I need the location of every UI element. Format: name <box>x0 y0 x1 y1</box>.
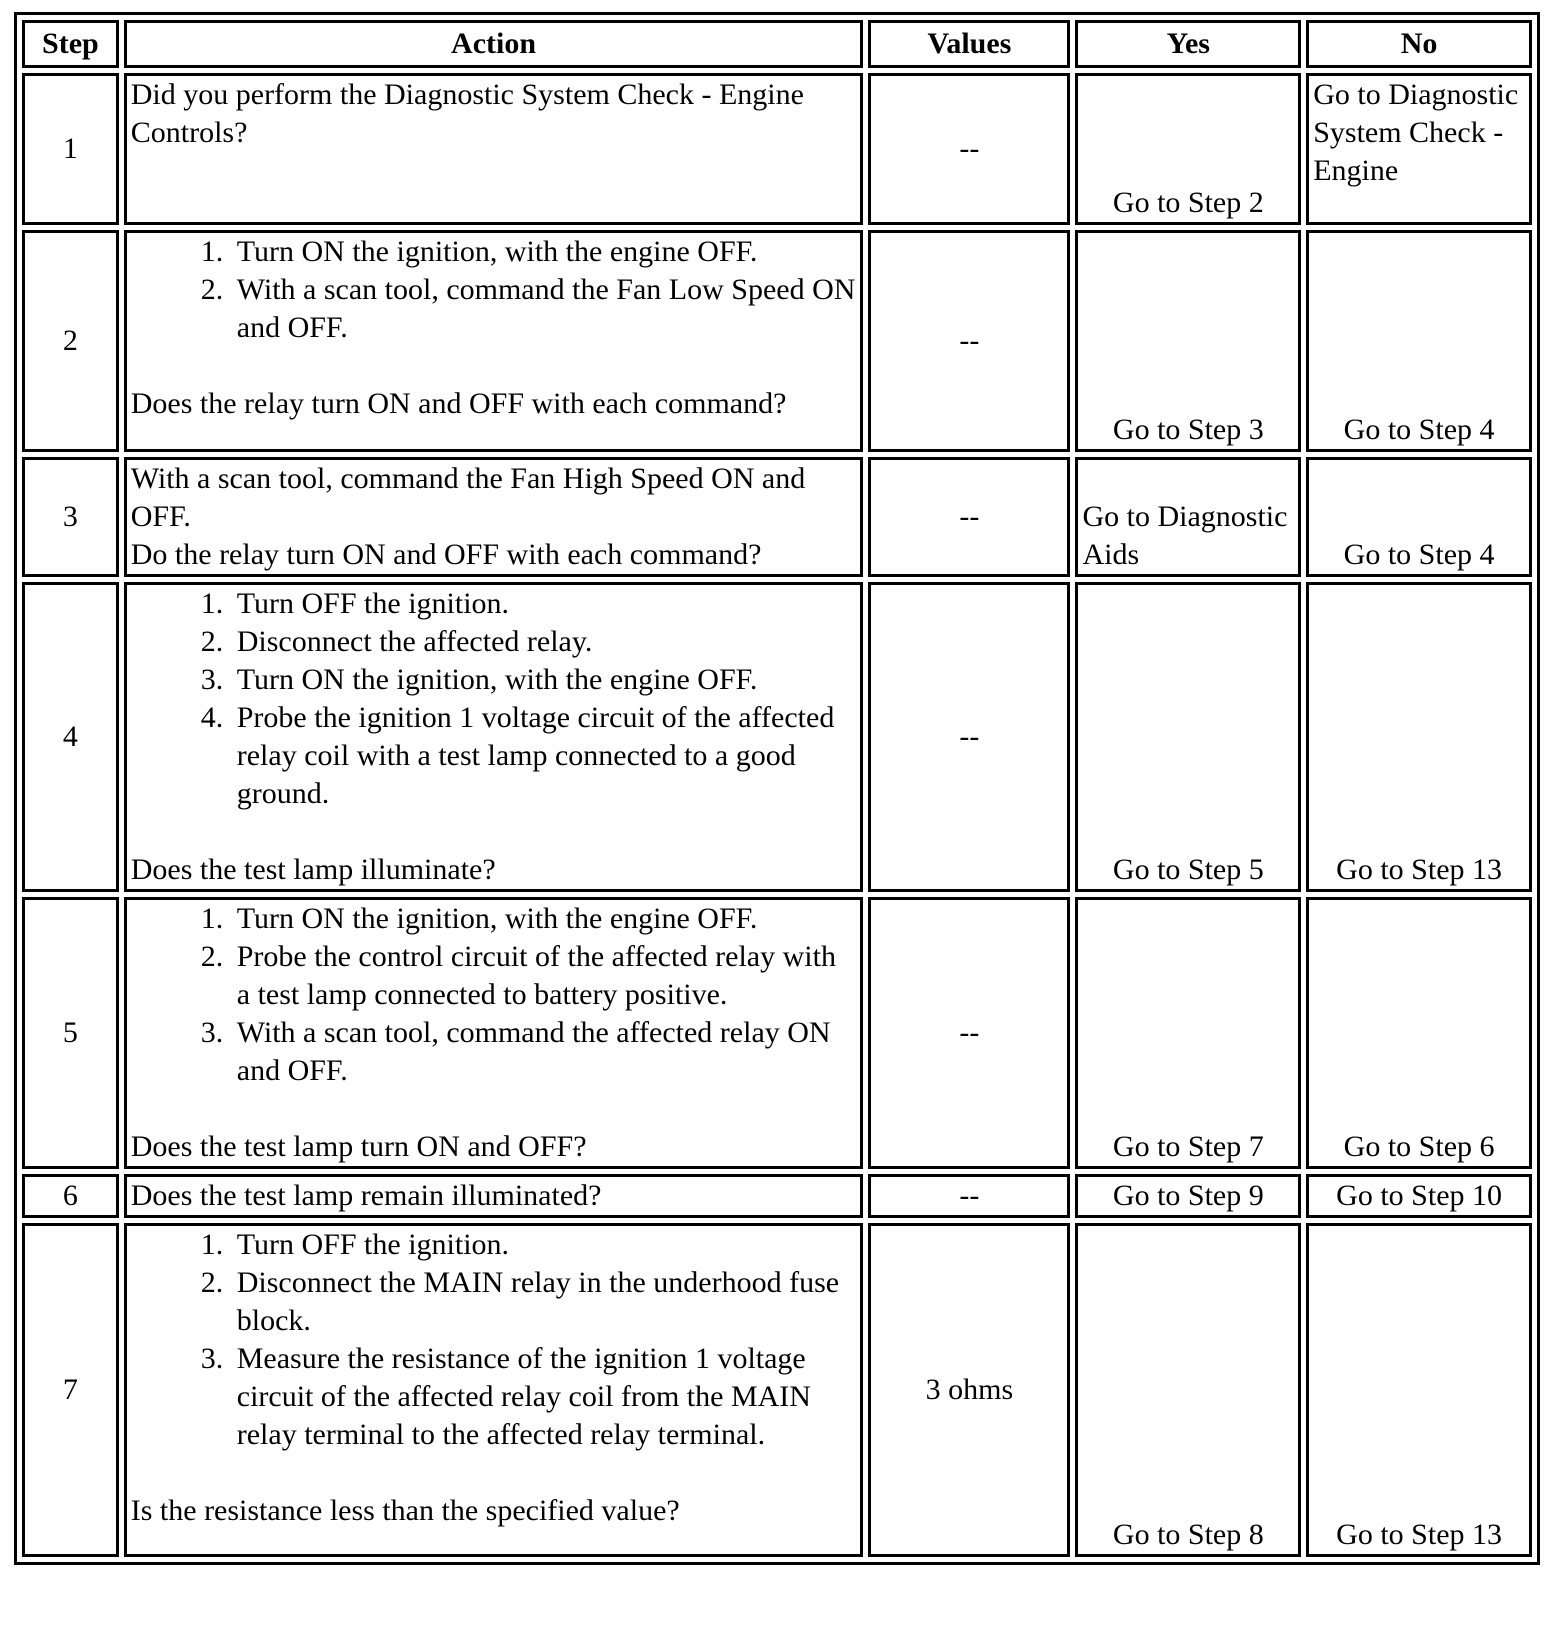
no-cell: Go to Step 4 <box>1306 230 1532 452</box>
step-number: 3 <box>22 457 119 577</box>
action-question: Does the relay turn ON and OFF with each command? <box>130 387 787 420</box>
action-steps-list <box>131 585 857 813</box>
spacer <box>131 1090 857 1128</box>
yes-cell: Go to Step 8 <box>1075 1223 1301 1557</box>
step-number: 7 <box>22 1223 119 1557</box>
action-cell <box>124 582 864 892</box>
table-row-step-5 <box>22 897 1532 1169</box>
values-cell: -- <box>868 897 1070 1169</box>
diagnostic-table-wrapper <box>14 12 1540 1565</box>
no-cell: Go to Step 13 <box>1306 582 1532 892</box>
values-cell: -- <box>868 1174 1070 1218</box>
no-cell: Go to Step 6 <box>1306 897 1532 1169</box>
yes-cell: Go to Step 2 <box>1075 73 1301 225</box>
action-step-item: 3. Measure the resistance of the ignition 1 voltage circuit of the affected relay coil from the MAIN relay terminal to the affected relay terminal. <box>231 1340 857 1454</box>
header-step: Step <box>22 20 119 68</box>
action-cell <box>124 73 864 225</box>
table-row-step-1 <box>22 73 1532 225</box>
values-cell: -- <box>868 582 1070 892</box>
action-step-item: 4. Probe the ignition 1 voltage circuit of the affected relay coil with a test lamp connected to a good ground. <box>231 699 857 813</box>
values-cell: 3 ohms <box>868 1223 1070 1557</box>
values-cell: -- <box>868 73 1070 225</box>
yes-cell: Go to Step 7 <box>1075 897 1301 1169</box>
action-question: Does the test lamp turn ON and OFF? <box>130 1130 587 1163</box>
action-step-item: 3. With a scan tool, command the affected relay ON and OFF. <box>231 1014 857 1090</box>
action-question: Do the relay turn ON and OFF with each command? <box>130 538 762 571</box>
values-cell: -- <box>868 457 1070 577</box>
action-step-item: 2. With a scan tool, command the Fan Low Speed ON and OFF. <box>231 271 857 347</box>
action-step-item: 1. Turn ON the ignition, with the engine OFF. <box>231 233 857 271</box>
action-steps-list <box>131 233 857 347</box>
action-cell <box>124 457 864 577</box>
table-row-step-7 <box>22 1223 1532 1557</box>
values-cell: -- <box>868 230 1070 452</box>
spacer <box>131 813 857 851</box>
no-cell: Go to Step 4 <box>1306 457 1532 577</box>
action-step-item: 1. Turn ON the ignition, with the engine OFF. <box>231 900 857 938</box>
spacer <box>131 1454 857 1492</box>
spacer <box>131 347 857 385</box>
action-step-item: 1. Turn OFF the ignition. <box>231 1226 857 1264</box>
table-row-step-2 <box>22 230 1532 452</box>
action-step-item: 1. Turn OFF the ignition. <box>231 585 857 623</box>
no-cell: Go to Diagnostic System Check - Engine <box>1306 73 1532 225</box>
action-step-item: 3. Turn ON the ignition, with the engine OFF. <box>231 661 857 699</box>
header-no: No <box>1306 20 1532 68</box>
action-steps-list <box>131 900 857 1090</box>
yes-cell: Go to Step 5 <box>1075 582 1301 892</box>
action-text: Did you perform the Diagnostic System Check - Engine Controls? <box>130 78 804 149</box>
action-cell <box>124 1174 864 1218</box>
yes-cell: Go to Diagnostic Aids <box>1075 457 1301 577</box>
action-step-item: 2. Disconnect the affected relay. <box>231 623 857 661</box>
yes-cell: Go to Step 9 <box>1075 1174 1301 1218</box>
action-cell <box>124 897 864 1169</box>
table-row-step-4 <box>22 582 1532 892</box>
action-steps-list <box>131 1226 857 1454</box>
action-cell <box>124 230 864 452</box>
step-number: 4 <box>22 582 119 892</box>
diagnostic-table <box>14 12 1540 1565</box>
action-step-item: 2. Probe the control circuit of the affected relay with a test lamp connected to battery positive. <box>231 938 857 1014</box>
action-question: Does the test lamp illuminate? <box>130 853 496 886</box>
header-values: Values <box>868 20 1070 68</box>
header-row <box>22 20 1532 68</box>
step-number: 6 <box>22 1174 119 1218</box>
no-cell: Go to Step 13 <box>1306 1223 1532 1557</box>
yes-cell: Go to Step 3 <box>1075 230 1301 452</box>
table-row-step-3 <box>22 457 1532 577</box>
header-yes: Yes <box>1075 20 1301 68</box>
table-row-step-6 <box>22 1174 1532 1218</box>
step-number: 5 <box>22 897 119 1169</box>
action-cell <box>124 1223 864 1557</box>
step-number: 1 <box>22 73 119 225</box>
action-text: Does the test lamp remain illuminated? <box>130 1179 602 1212</box>
action-question: Is the resistance less than the specified value? <box>130 1494 680 1527</box>
action-step-item: 2. Disconnect the MAIN relay in the underhood fuse block. <box>231 1264 857 1340</box>
no-cell: Go to Step 10 <box>1306 1174 1532 1218</box>
step-number: 2 <box>22 230 119 452</box>
header-action: Action <box>124 20 864 68</box>
action-text: With a scan tool, command the Fan High Speed ON and OFF. <box>130 462 806 533</box>
